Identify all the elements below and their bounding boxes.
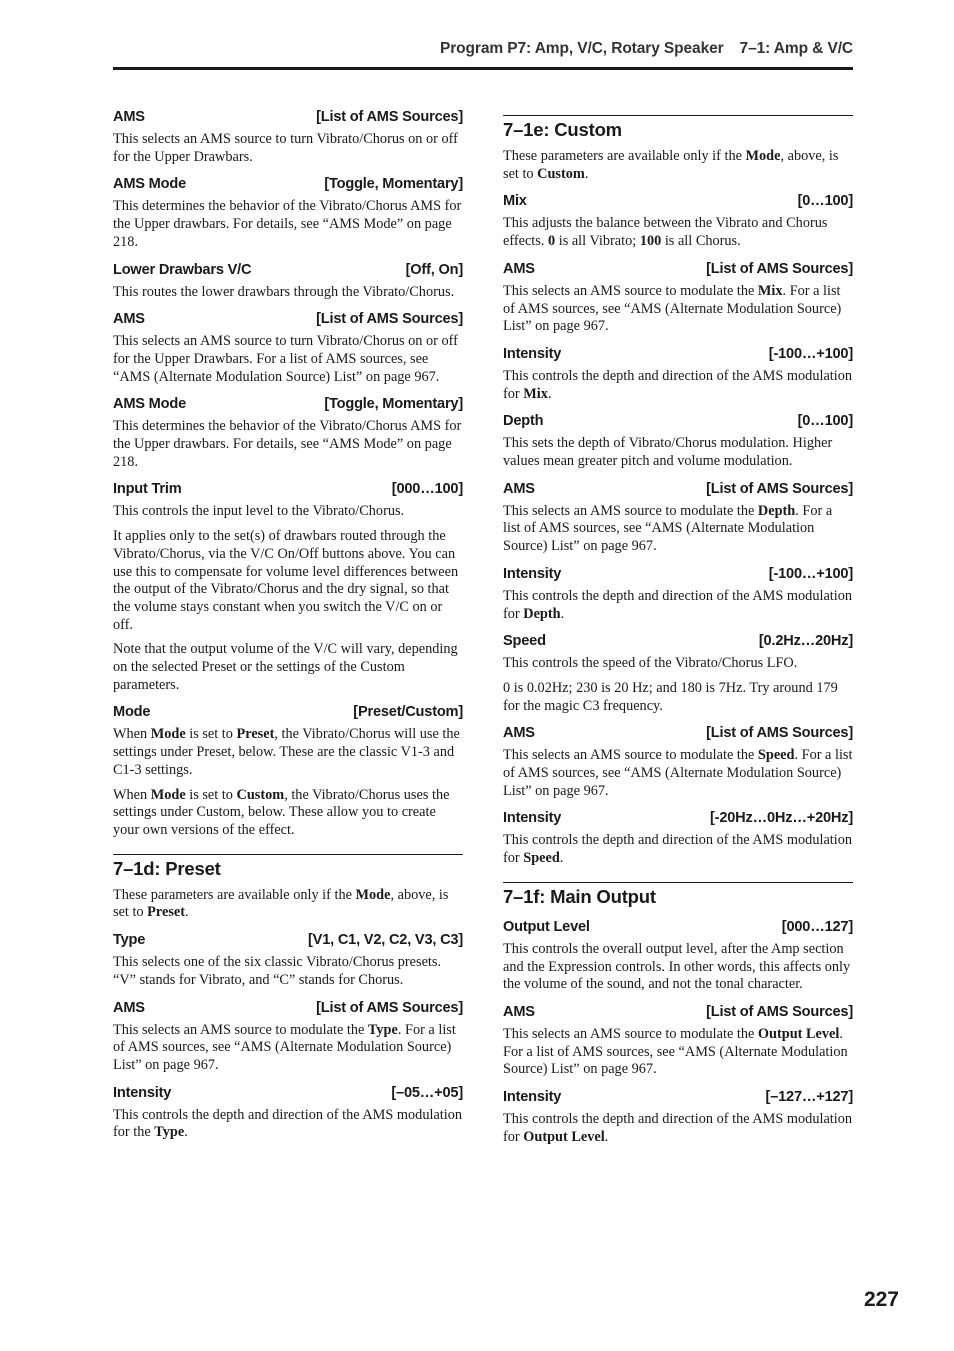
- param-name: Depth: [503, 413, 544, 430]
- param-description: This determines the behavior of the Vibrato/Chorus AMS for the Upper drawbars. For details, see “AMS Mode” on page 218.: [113, 418, 462, 470]
- param-name: Input Trim: [113, 481, 182, 498]
- param-description: This routes the lower drawbars through the Vibrato/Chorus.: [113, 283, 455, 300]
- param-range: [V1, C1, V2, C2, V3, C3]: [308, 932, 463, 949]
- param-range: [–127…+127]: [765, 1089, 853, 1106]
- param-name: Speed: [503, 633, 546, 650]
- param-description: This controls the depth and direction of the AMS modulation for Mix.: [503, 367, 853, 402]
- param-name: Mix: [503, 193, 527, 210]
- param-range: [Preset/Custom]: [353, 704, 463, 721]
- param-heading: [503, 809, 853, 827]
- param-range: [–05…+05]: [391, 1084, 463, 1101]
- param-heading: [503, 192, 853, 210]
- page-header: [113, 40, 853, 66]
- param-heading: [503, 632, 853, 650]
- param-description: 0 is 0.02Hz; 230 is 20 Hz; and 180 is 7Hz. Try around 179 for the magic C3 frequency.: [503, 679, 838, 714]
- param-heading: [113, 703, 463, 721]
- param-range: [List of AMS Sources]: [316, 109, 463, 125]
- param-description: This controls the speed of the Vibrato/Chorus LFO.: [503, 655, 798, 672]
- param-range: [000…127]: [781, 918, 853, 935]
- param-description: This selects an AMS source to modulate the Type. For a list of AMS sources, see “AMS (Alternate Modulation Source) List” on page 967.: [113, 1021, 456, 1073]
- param-description: This controls the depth and direction of the AMS modulation for Depth.: [503, 587, 853, 622]
- param-description: Note that the output volume of the V/C will vary, depending on the selected Preset or the settings of the Custom parameters.: [113, 641, 458, 693]
- param-name: AMS: [503, 480, 535, 497]
- param-range: [-100…+100]: [768, 565, 853, 582]
- param-range: [List of AMS Sources]: [316, 311, 463, 328]
- param-range: [List of AMS Sources]: [706, 480, 853, 497]
- param-name: Output Level: [503, 918, 590, 935]
- param-name: AMS Mode: [113, 176, 186, 193]
- section-intro: These parameters are available only if the Mode, above, is set to Custom.: [503, 148, 839, 182]
- param-name: Intensity: [113, 1084, 172, 1101]
- param-range: [List of AMS Sources]: [706, 725, 853, 742]
- param-range: [0.2Hz…20Hz]: [758, 633, 853, 650]
- section-custom: [503, 115, 853, 868]
- param-range: [-100…+100]: [768, 345, 853, 362]
- page-number: 227: [863, 1288, 899, 1311]
- param-description: This controls the depth and direction of the AMS modulation for Speed.: [503, 832, 853, 867]
- param-heading: [503, 260, 853, 278]
- param-range: [Off, On]: [405, 261, 463, 278]
- param-description: When Mode is set to Custom, the Vibrato/Chorus uses the settings under Custom, below. These allow you to create your own versions of the effect.: [113, 786, 450, 838]
- param-description: This adjusts the balance between the Vibrato and Chorus effects. 0 is all Vibrato; 100 is all Chorus.: [503, 215, 828, 250]
- section-intro: These parameters are available only if the Mode, above, is set to Preset.: [113, 886, 449, 921]
- param-range: [0…100]: [797, 193, 853, 210]
- param-description: This controls the depth and direction of the AMS modulation for the Type.: [113, 1106, 463, 1141]
- param-description: This selects an AMS source to modulate the Mix. For a list of AMS sources, see “AMS (Alternate Modulation Source) List” on page 967.: [503, 282, 842, 335]
- param-description: This selects an AMS source to modulate the Depth. For a list of AMS sources, see “AMS (Alternate Modulation Source) List” on page 967.: [503, 502, 833, 555]
- param-heading: [113, 108, 463, 126]
- param-range: [000…100]: [391, 481, 463, 498]
- section-main-output: [503, 882, 853, 1147]
- param-name: Intensity: [503, 810, 562, 827]
- param-heading: [113, 261, 463, 279]
- param-description: This selects an AMS source to turn Vibrato/Chorus on or off for the Upper Drawbars. For a list of AMS sources, see “AMS (Alternate Modulation Source) List” on page 967.: [113, 333, 458, 385]
- param-name: AMS: [503, 1003, 535, 1020]
- param-name: AMS: [113, 311, 145, 328]
- param-heading: [503, 565, 853, 583]
- param-range: [-20Hz…0Hz…+20Hz]: [710, 810, 853, 827]
- param-name: AMS Mode: [113, 396, 186, 413]
- param-heading: [503, 412, 853, 430]
- section-title: 7–1f: Main Output: [503, 885, 656, 907]
- param-name: Mode: [113, 704, 151, 721]
- running-head: [440, 40, 853, 58]
- param-name: Lower Drawbars V/C: [113, 261, 252, 278]
- param-range: [0…100]: [797, 413, 853, 430]
- param-name: Type: [113, 932, 146, 949]
- param-range: [Toggle, Momentary]: [324, 176, 463, 193]
- section-title: 7–1e: Custom: [503, 119, 622, 140]
- param-description: This selects an AMS source to modulate the Output Level. For a list of AMS sources, see “AMS (Alternate Modulation Source) List” on page 967.: [503, 1025, 848, 1078]
- left-column: [113, 108, 463, 1149]
- param-heading: [503, 918, 853, 936]
- param-name: AMS: [503, 725, 535, 742]
- param-heading: [113, 999, 463, 1017]
- param-heading: [503, 724, 853, 742]
- param-name: AMS: [503, 260, 535, 277]
- param-description: This selects one of the six classic Vibrato/Chorus presets. “V” stands for Vibrato, and “C” stands for Chorus.: [113, 954, 442, 988]
- param-description: This selects an AMS source to turn Vibrato/Chorus on or off for the Upper Drawbars.: [113, 131, 458, 165]
- section-title: 7–1d: Preset: [113, 857, 221, 879]
- param-heading: [113, 931, 463, 949]
- param-name: AMS: [113, 999, 145, 1016]
- param-description: This controls the input level to the Vibrato/Chorus.: [113, 503, 405, 520]
- param-range: [Toggle, Momentary]: [324, 396, 463, 413]
- param-range: [List of AMS Sources]: [316, 999, 463, 1016]
- param-heading: [503, 345, 853, 363]
- param-heading: [113, 480, 463, 498]
- param-description: This sets the depth of Vibrato/Chorus modulation. Higher values mean greater pitch and volume modulation.: [503, 435, 833, 470]
- header-rule: [113, 67, 853, 70]
- param-name: Intensity: [503, 345, 562, 362]
- param-description: This controls the depth and direction of the AMS modulation for Output Level.: [503, 1111, 853, 1145]
- param-heading: [113, 1084, 463, 1102]
- param-name: Intensity: [503, 565, 562, 582]
- param-description: When Mode is set to Preset, the Vibrato/Chorus will use the settings under Preset, below. These are the classic V1-3 and C1-3 settings.: [113, 726, 460, 778]
- param-range: [List of AMS Sources]: [706, 260, 853, 277]
- running-head-section: 7–1: Amp & V/C: [739, 40, 853, 57]
- section-preset: [113, 854, 463, 1142]
- param-description: This determines the behavior of the Vibrato/Chorus AMS for the Upper drawbars. For details, see “AMS Mode” on page 218.: [113, 198, 462, 250]
- param-heading: [113, 395, 463, 413]
- param-heading: [113, 310, 463, 328]
- param-heading: [503, 1088, 853, 1106]
- param-name: Intensity: [503, 1089, 562, 1106]
- param-range: [List of AMS Sources]: [706, 1003, 853, 1020]
- running-head-chapter: Program P7: Amp, V/C, Rotary Speaker: [440, 40, 724, 57]
- right-column: [503, 115, 853, 1154]
- param-description: This controls the overall output level, after the Amp section and the Expression controls. In other words, this affects only the volume of the sound, and not the tonal character.: [503, 940, 851, 993]
- param-heading: [503, 480, 853, 498]
- param-name: AMS: [113, 109, 145, 125]
- param-heading: [503, 1003, 853, 1021]
- param-description: It applies only to the set(s) of drawbars routed through the Vibrato/Chorus, via the V/C On/Off buttons above. You can use this to compensate for volume level differences between the output of the Vibrato/Chorus and the dry signal, so that the volume stays constant when you switch the V/C on or off.: [113, 528, 459, 633]
- param-description: This selects an AMS source to modulate the Speed. For a list of AMS sources, see “AMS (Alternate Modulation Source) List” on page 967.: [503, 747, 853, 799]
- param-heading: [113, 175, 463, 193]
